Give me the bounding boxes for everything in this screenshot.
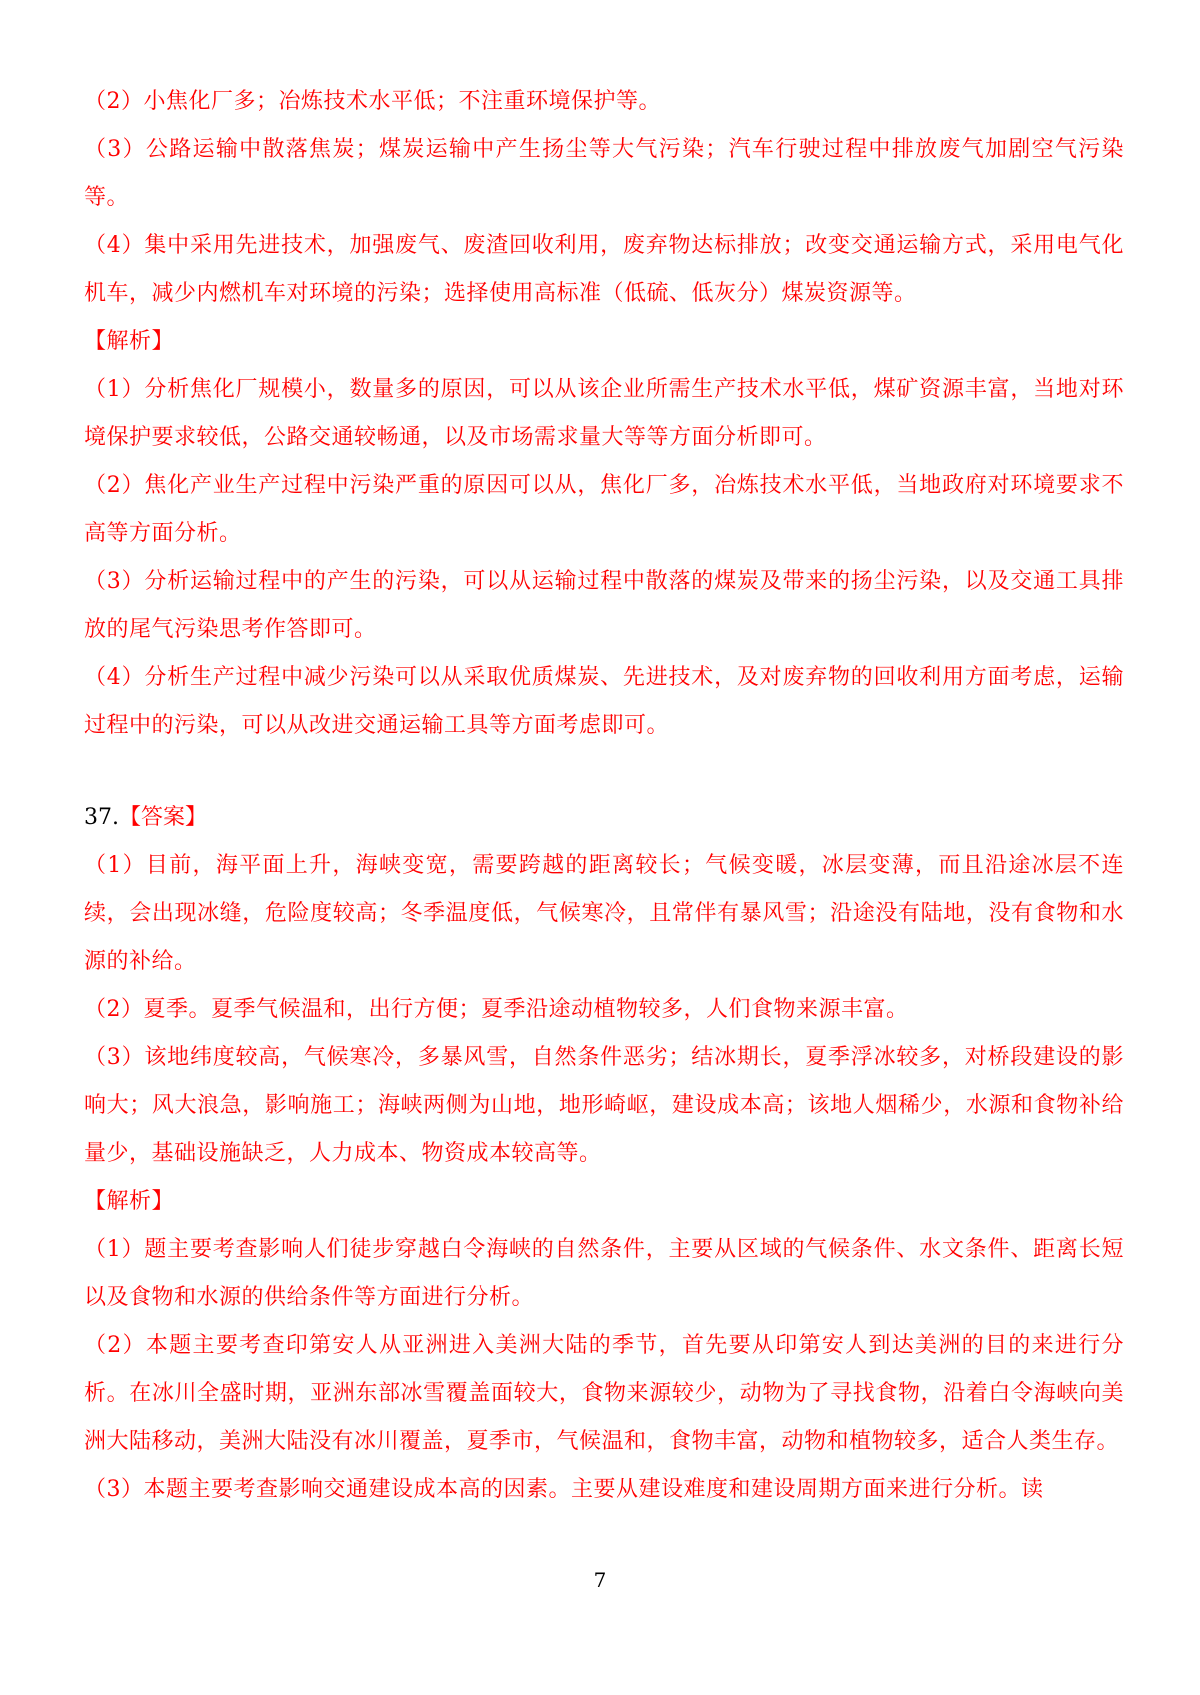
q37-analysis-3: （3）本题主要考查影响交通建设成本高的因素。主要从建设难度和建设周期方面来进行分析。读 [84, 1477, 1044, 1502]
answer-label: 【答案】 [119, 805, 208, 830]
page-number: 7 [593, 1568, 607, 1592]
section-gap [84, 750, 1124, 794]
q37-analysis-label: 【解析】 [84, 1189, 175, 1214]
answer-paragraph-4: （4）集中采用先进技术，加强废气、废渣回收利用，废弃物达标排放；改变交通运输方式，采用电气化机车，减少内燃机车对环境的污染；选择使用高标准（低硫、低灰分）煤炭资源等。 [84, 233, 1124, 306]
question-37-heading [84, 794, 1124, 842]
answer-paragraph-2: （2）小焦化厂多；冶炼技术水平低；不注重环境保护等。 [84, 89, 661, 114]
page-content [84, 78, 1124, 1514]
answer-paragraph-3: （3）公路运输中散落焦炭；煤炭运输中产生扬尘等大气污染；汽车行驶过程中排放废气加剧空气污染等。 [84, 137, 1124, 210]
analysis-paragraph-1: （1）分析焦化厂规模小，数量多的原因，可以从该企业所需生产技术水平低，煤矿资源丰富，当地对环境保护要求较低，公路交通较畅通，以及市场需求量大等等方面分析即可。 [84, 377, 1124, 450]
q37-answer-2: （2）夏季。夏季气候温和，出行方便；夏季沿途动植物较多，人们食物来源丰富。 [84, 997, 909, 1022]
q37-analysis-2: （2）本题主要考查印第安人从亚洲进入美洲大陆的季节，首先要从印第安人到达美洲的目的来进行分析。在冰川全盛时期，亚洲东部冰雪覆盖面较大，食物来源较少，动物为了寻找食物，沿着白令海峡向美洲大陆移动，美洲大陆没有冰川覆盖，夏季市，气候温和，食物丰富，动物和植物较多，适合人类生存。 [84, 1333, 1124, 1454]
q37-answer-3: （3）该地纬度较高，气候寒冷，多暴风雪，自然条件恶劣；结冰期长，夏季浮冰较多，对桥段建设的影响大；风大浪急，影响施工；海峡两侧为山地，地形崎岖，建设成本高；该地人烟稀少，水源和食物补给量少，基础设施缺乏，人力成本、物资成本较高等。 [84, 1045, 1124, 1166]
q37-answer-1: （1）目前，海平面上升，海峡变宽，需要跨越的距离较长；气候变暖，冰层变薄，而且沿途冰层不连续，会出现冰缝，危险度较高；冬季温度低，气候寒冷，且常伴有暴风雪；沿途没有陆地，没有食物和水源的补给。 [84, 853, 1124, 974]
question-number: 37. [84, 805, 119, 830]
q37-analysis-1: （1）题主要考查影响人们徒步穿越白令海峡的自然条件，主要从区域的气候条件、水文条件、距离长短以及食物和水源的供给条件等方面进行分析。 [84, 1237, 1124, 1310]
analysis-paragraph-2: （2）焦化产业生产过程中污染严重的原因可以从，焦化厂多，冶炼技术水平低，当地政府对环境要求不高等方面分析。 [84, 473, 1124, 546]
analysis-paragraph-3: （3）分析运输过程中的产生的污染，可以从运输过程中散落的煤炭及带来的扬尘污染，以及交通工具排放的尾气污染思考作答即可。 [84, 569, 1124, 642]
analysis-label: 【解析】 [84, 329, 175, 354]
analysis-paragraph-4: （4）分析生产过程中减少污染可以从采取优质煤炭、先进技术，及对废弃物的回收利用方面考虑，运输过程中的污染，可以从改进交通运输工具等方面考虑即可。 [84, 665, 1124, 738]
